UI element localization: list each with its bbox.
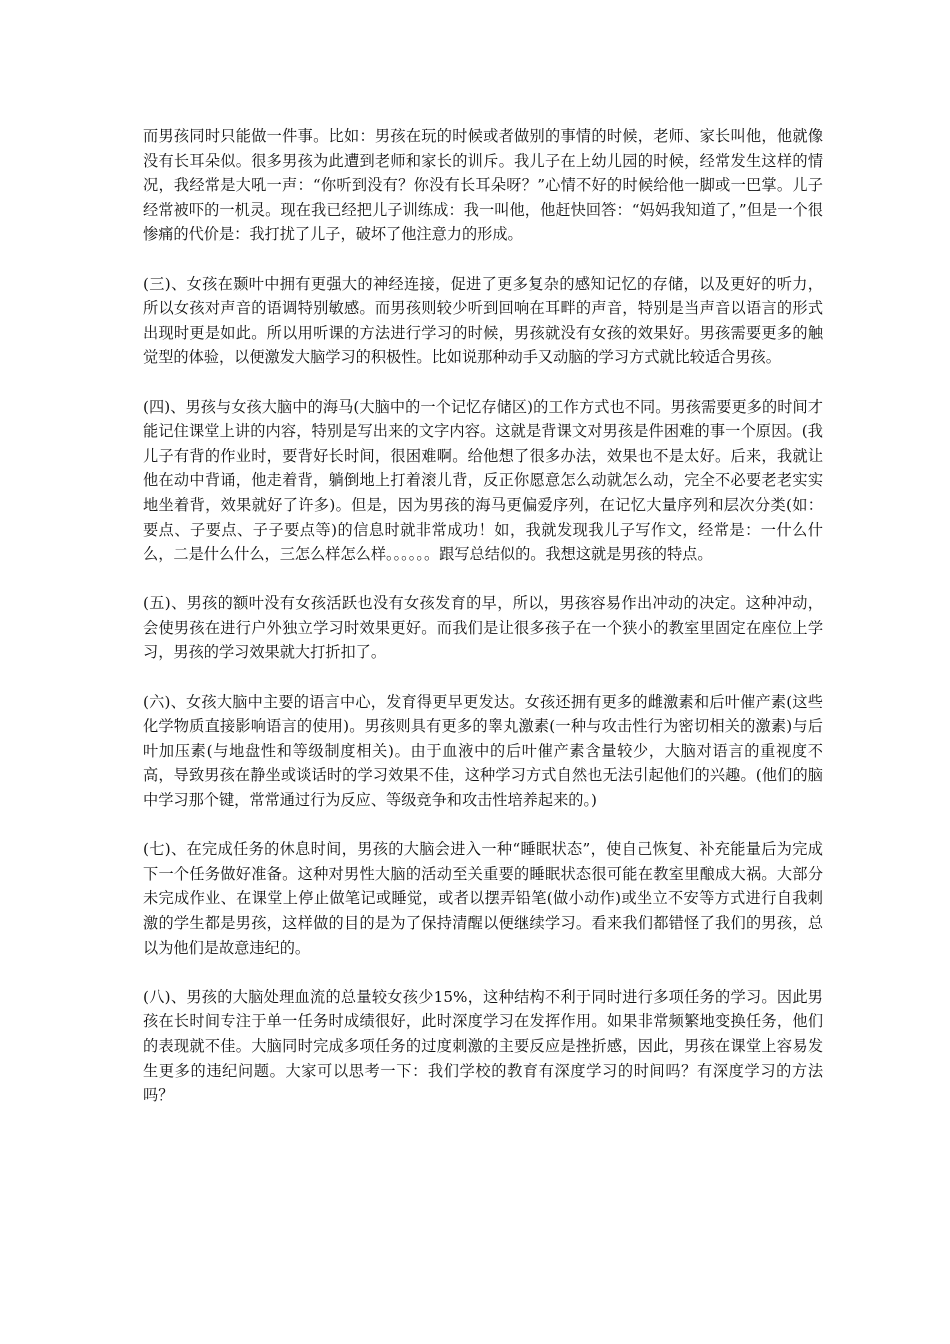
- paragraph-four: (四)、男孩与女孩大脑中的海马(大脑中的一个记忆存储区)的工作方式也不同。男孩需要更多的时间才能记住课堂上讲的内容，特别是写出来的文字内容。这就是背课文对男孩是件困难的事一个原因。(我儿子有背的作业时，要背好长时间，很困难啊。给他想了很多办法，效果也不是太好。后来，我就让他在动中背诵，他走着背，躺倒地上打着滚儿背，反正你愿意怎么动就怎么动，完全不必要老老实实地坐着背，效果就好了许多)。但是，因为男孩的海马更偏爱序列，在记忆大量序列和层次分类(如：要点、子要点、子子要点等)的信息时就非常成功！如，我就发现我儿子写作文，经常是：一什么什么，二是什么什么，三怎么样怎么样。。。。。。跟写总结似的。我想这就是男孩的特点。: [143, 397, 823, 564]
- paragraph-five: (五)、男孩的额叶没有女孩活跃也没有女孩发育的早，所以，男孩容易作出冲动的决定。这种冲动，会使男孩在进行户外独立学习时效果更好。而我们是让很多孩子在一个狭小的教室里固定在座位上学习，男孩的学习效果就大打折扣了。: [143, 594, 823, 662]
- paragraph-three: (三)、女孩在颞叶中拥有更强大的神经连接，促进了更多复杂的感知记忆的存储，以及更好的听力，所以女孩对声音的语调特别敏感。而男孩则较少听到回响在耳畔的声音，特别是当声音以语言的形式出现时更是如此。所以用听课的方法进行学习的时候，男孩就没有女孩的效果好。男孩需要更多的触觉型的体验，以便激发大脑学习的积极性。比如说那种动手又动脑的学习方式就比较适合男孩。: [143, 274, 823, 367]
- paragraph-continuation: 而男孩同时只能做一件事。比如：男孩在玩的时候或者做别的事情的时候，老师、家长叫他，他就像没有长耳朵似。很多男孩为此遭到老师和家长的训斥。我儿子在上幼儿园的时候，经常发生这样的情况，我经常是大吼一声：“你听到没有？你没有长耳朵呀？”心情不好的时候给他一脚或一巴掌。儿子经常被吓的一机灵。现在我已经把儿子训练成：我一叫他，他赶快回答：“妈妈我知道了，”但是一个很惨痛的代价是：我打扰了儿子，破坏了他注意力的形成。: [143, 127, 823, 244]
- paragraph-eight: (八)、男孩的大脑处理血流的总量较女孩少15%，这种结构不利于同时进行多项任务的学习。因此男孩在长时间专注于单一任务时成绩很好，此时深度学习在发挥作用。如果非常频繁地变换任务，他们的表现就不佳。大脑同时完成多项任务的过度刺激的主要反应是挫折感，因此，男孩在课堂上容易发生更多的违纪问题。大家可以思考一下：我们学校的教育有深度学习的时间吗？有深度学习的方法吗？: [143, 987, 823, 1105]
- paragraph-six: (六)、女孩大脑中主要的语言中心，发育得更早更发达。女孩还拥有更多的雌激素和后叶催产素(这些化学物质直接影响语言的使用)。男孩则具有更多的睾丸激素(一种与攻击性行为密切相关的激素)与后叶加压素(与地盘性和等级制度相关)。由于血液中的后叶催产素含量较少，大脑对语言的重视度不高，导致男孩在静坐或谈话时的学习效果不佳，这种学习方式自然也无法引起他们的兴趣。(他们的脑中学习那个键，常常通过行为反应、等级竞争和攻击性培养起来的。): [143, 692, 823, 810]
- document-body: [143, 124, 823, 1132]
- paragraph-seven: (七)、在完成任务的休息时间，男孩的大脑会进入一种“睡眠状态”，使自己恢复、补充能量后为完成下一个任务做好准备。这种对男性大脑的活动至关重要的睡眠状态很可能在教室里酿成大祸。大部分未完成作业、在课堂上停止做笔记或睡觉，或者以摆弄铅笔(做小动作)或坐立不安等方式进行自我刺激的学生都是男孩，这样做的目的是为了保持清醒以便继续学习。看来我们都错怪了我们的男孩，总以为他们是故意违纪的。: [143, 840, 823, 957]
